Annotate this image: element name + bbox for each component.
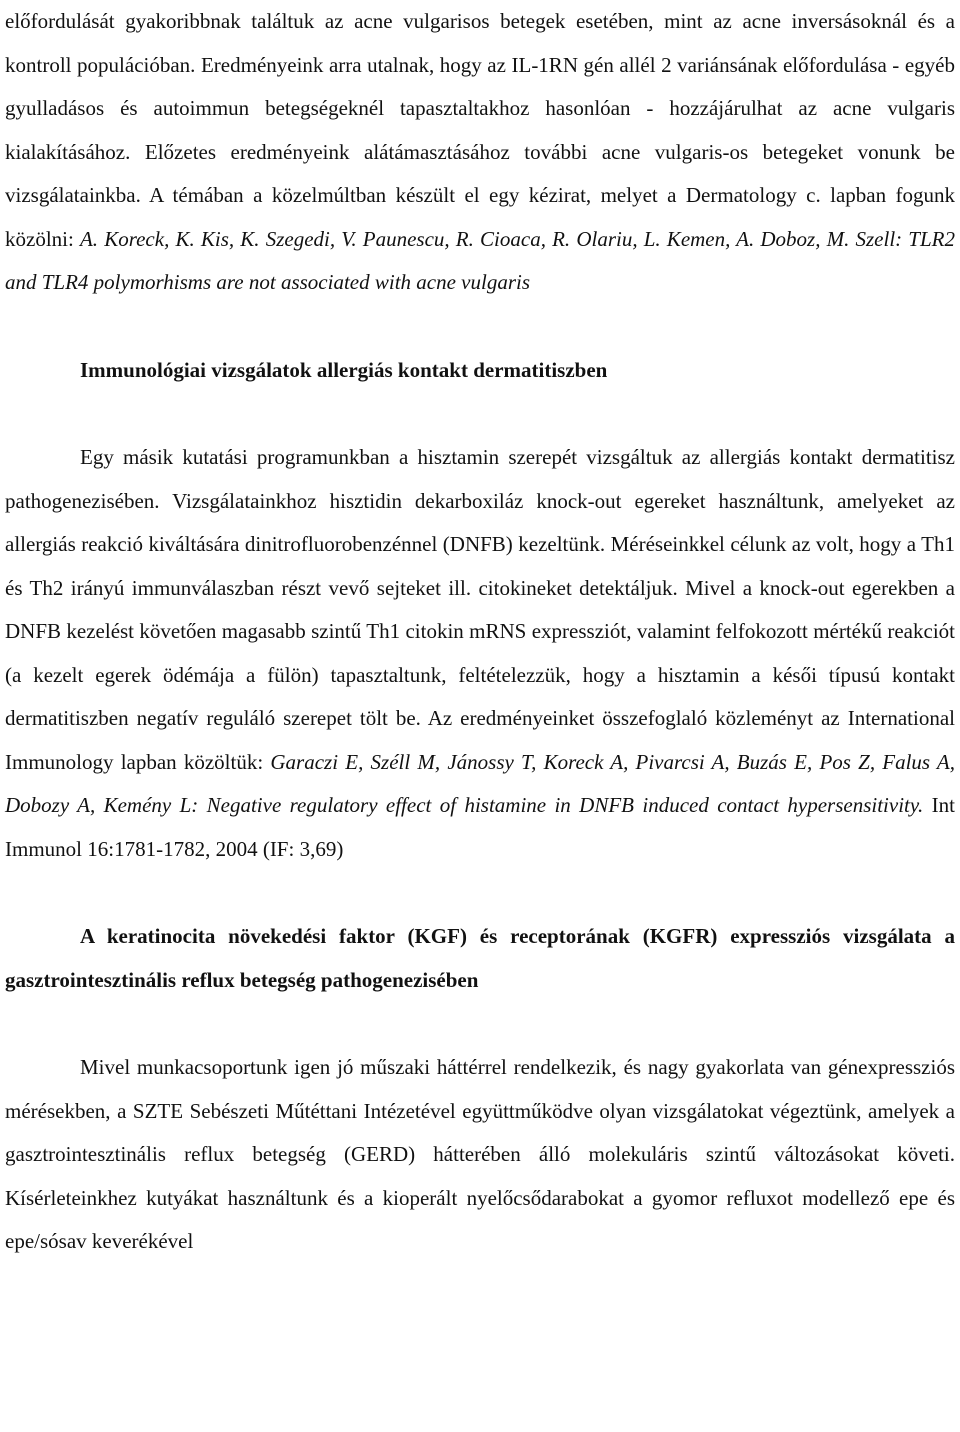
spacer (5, 305, 955, 349)
paragraph-histamine (5, 436, 955, 871)
paragraph-gerd (5, 1046, 955, 1264)
document-page (5, 0, 955, 1264)
paragraph-histamine-text: Egy másik kutatási programunkban a hisztamin szerepét vizsgáltuk az allergiás kontakt dermatitisz pathogenezisében. Vizsgálatainkhoz hisztidin dekarboxiláz knock-out egereket használtunk, amelyeket az allergiás reakció kiváltására dinitrofluorobenzénnel (DNFB) kezeltünk. Méréseinkkel célunk az volt, hogy a Th1 és Th2 irányú immunválaszban részt vevő sejteket ill. citokineket detektáljuk. Mivel a knock-out egerekben a DNFB kezelést követően magasabb szintű Th1 citokin mRNS expressziót, valamint felfokozott mértékű reakciót (a kezelt egerek ödémája a fülön) tapasztaltunk, feltételezzük, hogy a hisztamin a késői típusú kontakt dermatitiszben negatív reguláló szerepet tölt be. Az eredményeinket összefoglaló közleményt az International Immunology lapban közöltük: (5, 445, 955, 774)
spacer (5, 392, 955, 436)
heading-kgf: A keratinocita növekedési faktor (KGF) és receptorának (KGFR) expressziós vizsgálata a gasztrointesztinális reflux betegség pathogenezisében (5, 924, 955, 992)
paragraph-acne (5, 0, 955, 305)
heading-immunology: Immunológiai vizsgálatok allergiás kontakt dermatitiszben (80, 357, 608, 382)
paragraph-histamine-citation: Garaczi E, Széll M, Jánossy T, Koreck A, Pivarcsi A, Buzás E, Pos Z, Falus A, Dobozy A, Kemény L: Negative regulatory effect of histamine in DNFB induced contact hypersensitivity. (5, 749, 955, 817)
paragraph-acne-citation: A. Koreck, K. Kis, K. Szegedi, V. Paunescu, R. Cioaca, R. Olariu, L. Kemen, A. Doboz, M. Szell: TLR2 and TLR4 polymorhisms are not associated with acne vulgaris (5, 226, 955, 294)
paragraph-acne-text: előfordulását gyakoribbnak találtuk az acne vulgarisos betegek esetében, mint az acne inversásoknál és a kontroll populációban. Eredményeink arra utalnak, hogy az IL-1RN gén allél 2 variánsának előfordulása - egyéb gyulladásos és autoimmun betegségeknél tapasztaltakhoz hasonlóan - hozzájárulhat az acne vulgaris kialakításához. Előzetes eredményeink alátámasztásához további acne vulgaris-os betegeket vonunk be vizsgálatainkba. A témában a közelmúltban készült el egy kézirat, melyet a Dermatology c. lapban fogunk közölni: (5, 9, 955, 251)
spacer (5, 1002, 955, 1046)
paragraph-histamine-citation-tail: Int Immunol 16:1781-1782, 2004 (IF: 3,69) (5, 793, 955, 861)
paragraph-gerd-text: Mivel munkacsoportunk igen jó műszaki háttérrel rendelkezik, és nagy gyakorlata van génexpressziós mérésekben, a SZTE Sebészeti Műtéttani Intézetével együttműködve olyan vizsgálatokat végeztünk, amelyek a gasztrointesztinális reflux betegség (GERD) hátterében álló molekuláris szintű változásokat követi. Kísérleteinkhez kutyákat használtunk és a kioperált nyelőcsődarabokat a gyomor refluxot modellező epe és epe/sósav keverékével (5, 1055, 955, 1253)
spacer (5, 871, 955, 915)
